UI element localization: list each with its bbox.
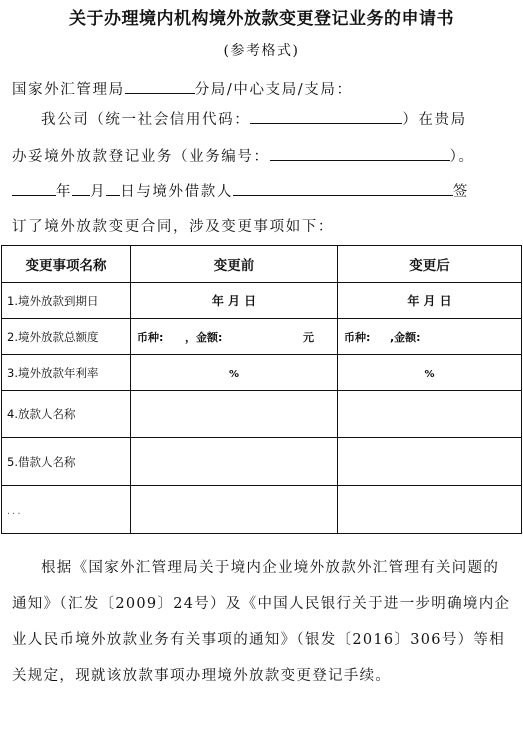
addressee-line	[12, 78, 353, 99]
interest-rate-before[interactable]	[131, 355, 338, 391]
month-blank[interactable]	[72, 181, 90, 196]
table-row	[2, 319, 522, 355]
business-number-blank[interactable]	[270, 146, 450, 161]
header-before: 变更前	[131, 246, 338, 283]
row-label-lender-name: 4.放款人名称	[2, 391, 131, 438]
interest-rate-after[interactable]	[338, 355, 522, 391]
currency-label: 币种:	[344, 330, 371, 344]
contract-date-line	[12, 180, 469, 201]
addressee-prefix: 国家外汇管理局	[12, 82, 125, 98]
credit-code-blank[interactable]	[250, 109, 402, 124]
row-label-borrower-name: 5.借款人名称	[2, 438, 131, 486]
lender-name-before[interactable]	[131, 391, 338, 438]
ellipsis-text: ...	[7, 505, 23, 517]
total-amount-after[interactable]	[338, 319, 522, 355]
addressee-suffix: 分局/中心支局/支局：	[194, 82, 353, 98]
lender-name-after[interactable]	[338, 391, 522, 438]
business-number-suffix: ）。	[449, 149, 475, 165]
row-label-total-amount: 2.境外放款总额度	[2, 319, 131, 355]
month-label: 月	[90, 184, 107, 200]
header-item-name: 变更事项名称	[2, 246, 131, 283]
more-before[interactable]	[131, 486, 338, 534]
year-blank[interactable]	[12, 181, 56, 196]
branch-blank[interactable]	[125, 79, 195, 94]
day-blank[interactable]	[106, 181, 120, 196]
row-label-interest-rate: 3.境外放款年利率	[2, 355, 131, 391]
legal-basis-paragraph: 根据《国家外汇管理局关于境内企业境外放款外汇管理有关问题的通知》（汇发〔2009〕24号）及《中国人民银行关于进一步明确境内企业人民币境外放款业务有关事项的通知》（银发〔2016〕306号）等相关规定，现就该放款事项办理境外放款变更登记手续。	[12, 560, 511, 684]
credit-code-line	[41, 108, 467, 129]
more-after[interactable]	[338, 486, 522, 534]
percent-sign: %	[228, 368, 240, 380]
row-label-more	[2, 486, 131, 534]
credit-code-suffix: ）在贵局	[402, 112, 467, 128]
row-label-maturity-date: 1.境外放款到期日	[2, 283, 131, 319]
document-title: 关于办理境内机构境外放款变更登记业务的申请书	[69, 9, 454, 29]
table-row	[2, 486, 522, 534]
amount-label: ，金额:	[185, 330, 223, 344]
matters-intro-line: 订了境外放款变更合同，涉及变更事项如下：	[12, 219, 334, 235]
unit-label: 元	[303, 330, 314, 344]
maturity-date-after[interactable]: 年 月 日	[338, 283, 522, 319]
document-subtitle: (参考格式)	[223, 43, 300, 59]
currency-label: 币种:	[137, 330, 164, 344]
table-header-row	[2, 246, 522, 283]
business-number-prefix: 办妥境外放款登记业务（业务编号：	[12, 149, 270, 165]
table-row	[2, 283, 522, 319]
borrower-name-after[interactable]	[338, 438, 522, 486]
amount-label: ,金额:	[390, 330, 421, 344]
borrower-blank[interactable]	[233, 181, 453, 196]
table-row	[2, 391, 522, 438]
borrower-name-before[interactable]	[131, 438, 338, 486]
maturity-date-before[interactable]: 年 月 日	[131, 283, 338, 319]
year-label: 年	[56, 184, 73, 200]
percent-sign: %	[424, 368, 435, 380]
header-after: 变更后	[338, 246, 522, 283]
table-row	[2, 438, 522, 486]
day-label: 日与境外借款人	[120, 184, 233, 200]
table-row	[2, 355, 522, 391]
business-number-line	[12, 145, 475, 166]
change-items-table	[1, 245, 522, 534]
sign-label: 签	[452, 184, 470, 200]
total-amount-before[interactable]	[131, 319, 338, 355]
credit-code-prefix: 我公司（统一社会信用代码：	[41, 112, 251, 128]
